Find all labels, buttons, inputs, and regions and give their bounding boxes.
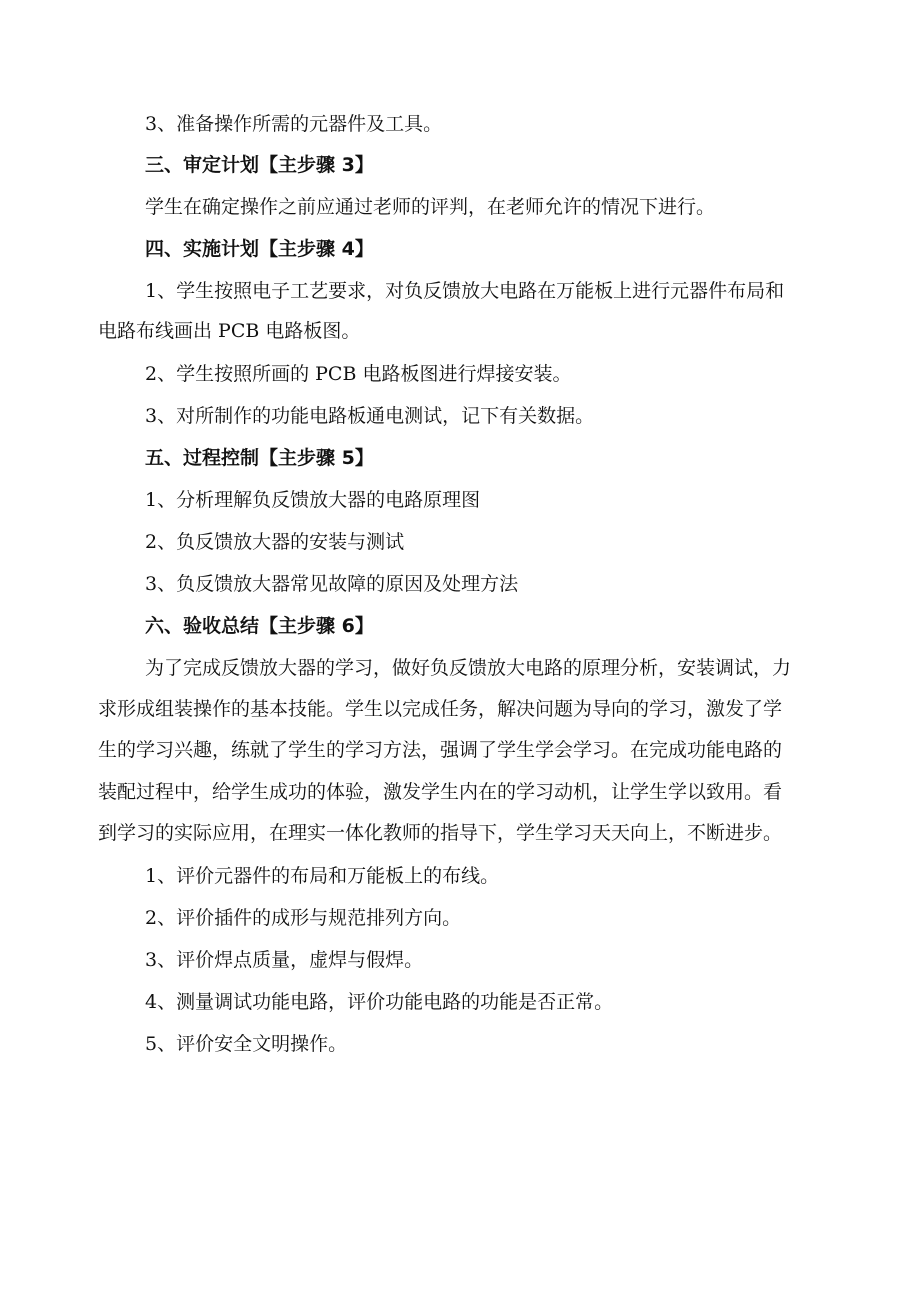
control-item-3: 3、负反馈放大器常见故障的原因及处理方法 (145, 573, 519, 595)
implement-item-1: 1、学生按照电子工艺要求，对负反馈放大电路在万能板上进行元器件布局和 (145, 280, 785, 302)
prep-item-3: 3、准备操作所需的元器件及工具。 (145, 113, 443, 135)
heading-process-control: 五、过程控制【主步骤 5】 (145, 447, 374, 469)
control-item-2: 2、负反馈放大器的安装与测试 (145, 531, 405, 553)
evaluate-item-1: 1、评价元器件的布局和万能板上的布线。 (145, 865, 500, 887)
implement-item-2: 2、学生按照所画的 PCB 电路板图进行焊接安装。 (145, 363, 572, 385)
heading-review-plan: 三、审定计划【主步骤 3】 (145, 154, 374, 176)
summary-para-line-1: 为了完成反馈放大器的学习，做好负反馈放大电路的原理分析，安装调试，力 (145, 657, 792, 679)
evaluate-item-5: 5、评价安全文明操作。 (145, 1033, 348, 1055)
control-item-1: 1、分析理解负反馈放大器的电路原理图 (145, 489, 481, 511)
heading-acceptance-summary: 六、验收总结【主步骤 6】 (145, 615, 374, 637)
evaluate-item-2: 2、评价插件的成形与规范排列方向。 (145, 907, 462, 929)
implement-item-1-cont: 电路布线画出 PCB 电路板图。 (98, 320, 361, 342)
summary-para-line-5: 到学习的实际应用，在理实一体化教师的指导下，学生学习天天向上，不断进步。 (98, 822, 783, 844)
evaluate-item-4: 4、测量调试功能电路，评价功能电路的功能是否正常。 (145, 991, 614, 1013)
evaluate-item-3: 3、评价焊点质量，虚焊与假焊。 (145, 949, 424, 971)
implement-item-3: 3、对所制作的功能电路板通电测试，记下有关数据。 (145, 405, 595, 427)
heading-implement-plan: 四、实施计划【主步骤 4】 (145, 238, 374, 260)
summary-para-line-4: 装配过程中，给学生成功的体验，激发学生内在的学习动机，让学生学以致用。看 (98, 781, 783, 803)
review-plan-text: 学生在确定操作之前应通过老师的评判，在老师允许的情况下进行。 (145, 196, 716, 218)
summary-para-line-2: 求形成组装操作的基本技能。学生以完成任务，解决问题为导向的学习，激发了学 (98, 698, 783, 720)
summary-para-line-3: 生的学习兴趣，练就了学生的学习方法，强调了学生学会学习。在完成功能电路的 (98, 739, 783, 761)
